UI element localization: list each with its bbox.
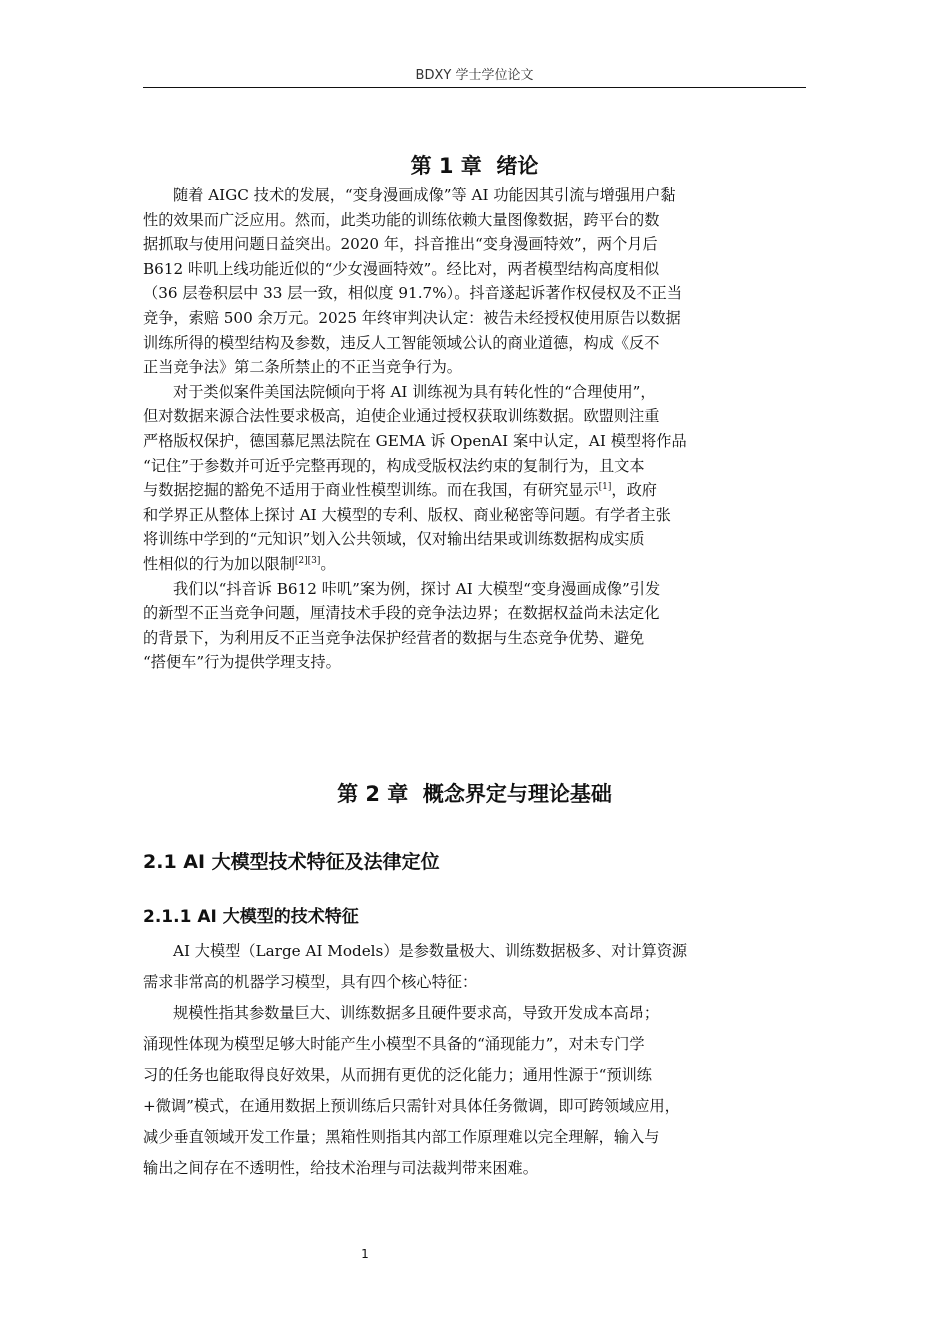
section-2-1-1-body <box>143 936 806 1184</box>
paragraph-line-with-citation <box>143 478 806 503</box>
chapter-2-title: 第 2 章 概念界定与理论基础 <box>337 782 612 806</box>
paragraph-line: 将训练中学到的“元知识”划入公共领域，仅对输出结果或训练数据构成实质 <box>143 530 645 549</box>
paragraph-line: 的新型不正当竞争问题，厘清技术手段的竞争法边界；在数据权益尚未法定化 <box>143 604 660 623</box>
page-number: 1 <box>361 1247 369 1261</box>
paragraph-line: 我们以“抖音诉 B612 咔叽”案为例，探讨 AI 大模型“变身漫画成像”引发 <box>173 579 661 598</box>
paragraph-line: 对于类似案件美国法院倾向于将 AI 训练视为具有转化性的“合理使用”， <box>173 382 656 401</box>
paragraph-line: 正当竞争法》第二条所禁止的不正当竞争行为。 <box>143 358 462 377</box>
chapter-1-body <box>143 183 806 675</box>
paragraph-text: 性相似的行为加以限制 <box>143 554 295 573</box>
paragraph-line: 训练所得的模型结构及参数，违反人工智能领域公认的商业道德，构成《反不 <box>143 333 660 352</box>
citation-marker[interactable]: [1] <box>598 482 612 493</box>
paragraph-line: 习的任务也能取得良好效果，从而拥有更优的泛化能力；通用性源于“预训练 <box>143 1066 652 1084</box>
paragraph-line-with-citation <box>143 552 806 577</box>
chapter-1-title: 第 1 章 绪论 <box>410 154 539 178</box>
paragraph-line: “搭便车”行为提供学理支持。 <box>143 653 341 672</box>
paragraph-line: （36 层卷积层中 33 层一致，相似度 91.7%）。抖音遂起诉著作权侵权及不正当 <box>143 284 683 303</box>
paragraph-line: “记住”于参数并可近乎完整再现的，构成受版权法约束的复制行为，且文本 <box>143 456 645 475</box>
paragraph-line: 和学界正从整体上探讨 AI 大模型的专利、版权、商业秘密等问题。有学者主张 <box>143 505 671 524</box>
paragraph-line: 规模性指其参数量巨大、训练数据多且硬件要求高，导致开发成本高昂； <box>173 1004 659 1022</box>
paragraph-text: 。 <box>320 554 336 573</box>
paragraph-line: B612 咔叽上线功能近似的“少女漫画特效”。经比对，两者模型结构高度相似 <box>143 259 660 278</box>
paragraph-line: 竞争，索赔 500 余万元。2025 年终审判决认定：被告未经授权使用原告以数据 <box>143 308 681 327</box>
paragraph-text: ，政府 <box>611 481 657 500</box>
paragraph-line: 严格版权保护，德国慕尼黑法院在 GEMA 诉 OpenAI 案中认定，AI 模型将作品 <box>143 431 687 450</box>
paragraph-line: +微调”模式，在通用数据上预训练后只需针对具体任务微调，即可跨领域应用， <box>143 1097 680 1115</box>
citation-marker[interactable]: [2] <box>294 555 308 566</box>
paragraph-line: 随着 AIGC 技术的发展，“变身漫画成像”等 AI 功能因其引流与增强用户黏 <box>173 186 676 204</box>
paragraph-line: 减少垂直领域开发工作量；黑箱性则指其内部工作原理难以完全理解，输入与 <box>143 1128 660 1146</box>
paragraph-line: 涌现性体现为模型足够大时能产生小模型不具备的“涌现能力”，对未专门学 <box>143 1035 645 1053</box>
running-header: BDXY 学士学位论文 <box>415 68 534 83</box>
paragraph-text: 与数据挖掘的豁免不适用于商业性模型训练。而在我国，有研究显示 <box>143 481 599 500</box>
section-2-1-heading: 2.1 AI 大模型技术特征及法律定位 <box>143 851 440 873</box>
paragraph-line: 需求非常高的机器学习模型，具有四个核心特征： <box>143 973 478 991</box>
paragraph-line: 性的效果而广泛应用。然而，此类功能的训练依赖大量图像数据，跨平台的数 <box>143 210 660 229</box>
paragraph-line: 输出之间存在不透明性，给技术治理与司法裁判带来困难。 <box>143 1159 538 1177</box>
paragraph-line: 据抓取与使用问题日益突出。2020 年，抖音推出“变身漫画特效”，两个月后 <box>143 235 658 254</box>
paragraph-line: 但对数据来源合法性要求极高，迫使企业通过授权获取训练数据。欧盟则注重 <box>143 407 660 426</box>
paragraph-line: AI 大模型（Large AI Models）是参数量极大、训练数据极多、对计算资源 <box>173 942 688 960</box>
section-2-1-1-heading: 2.1.1 AI 大模型的技术特征 <box>143 907 359 927</box>
citation-marker[interactable]: [3] <box>307 555 321 566</box>
paragraph-line: 的背景下，为利用反不正当竞争法保护经营者的数据与生态竞争优势、避免 <box>143 628 645 647</box>
header-rule <box>143 87 806 88</box>
